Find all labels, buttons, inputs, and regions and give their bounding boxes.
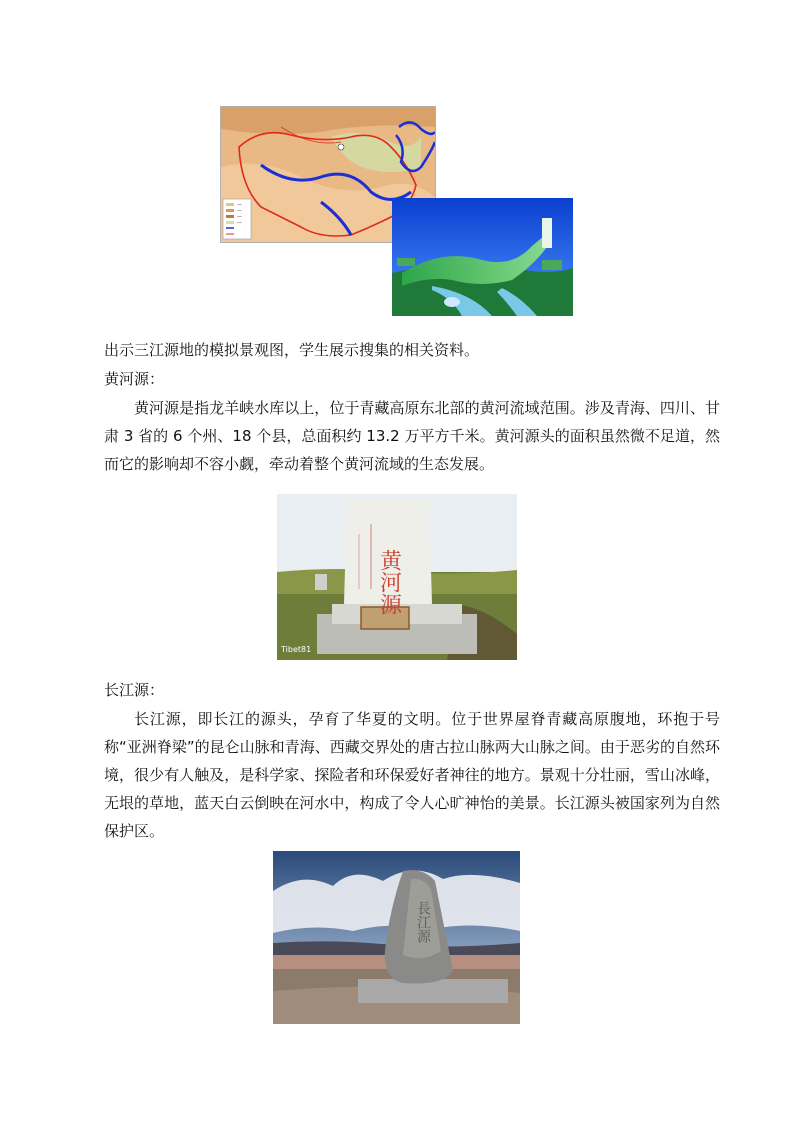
map-legend-mark-2: — <box>237 208 242 214</box>
map-legend-mark-4: — <box>237 220 242 226</box>
caption-paragraph: 出示三江源地的模拟景观图，学生展示搜集的相关资料。 <box>104 341 480 359</box>
huanghe-paragraph: 黄河源是指龙羊峡水库以上，位于青藏高原东北部的黄河流域范围。涉及青海、四川、甘肃 3 省的 6 个州、18 个县，总面积约 13.2 万平方千米。黄河源头的面积虽然微不足道，然而它的影响却不容小觑，牵动着整个黄河流域的生态发展。 <box>104 399 720 473</box>
map-legend-mark-3: — <box>237 214 242 220</box>
huanghe-inscription: 黄河源 <box>376 549 402 615</box>
huanghe-heading: 黄河源： <box>104 370 165 388</box>
huanghe-monument-photo <box>277 494 517 660</box>
changjiang-paragraph: 长江源，即长江的源头，孕育了华夏的文明。位于世界屋脊青藏高原腹地，环抱于号称“亚洲脊梁”的昆仑山脉和青海、西藏交界处的唐古拉山脉两大山脉之间。由于恶劣的自然环境，很少有人触及，是科学家、探险者和环保爱好者神往的地方。景观十分壮丽，雪山冰峰，无垠的草地，蓝天白云倒映在河水中，构成了令人心旷神怡的美景。长江源头被国家列为自然保护区。 <box>104 710 720 840</box>
changjiang-inscription: 長江源 <box>415 901 431 943</box>
photo-watermark: Tibet81 <box>281 645 312 654</box>
sanjiangyuan-model-image <box>392 198 573 316</box>
changjiang-monument-photo <box>273 851 520 1024</box>
map-legend-mark-1: — <box>237 202 242 208</box>
changjiang-heading: 长江源： <box>104 681 165 699</box>
